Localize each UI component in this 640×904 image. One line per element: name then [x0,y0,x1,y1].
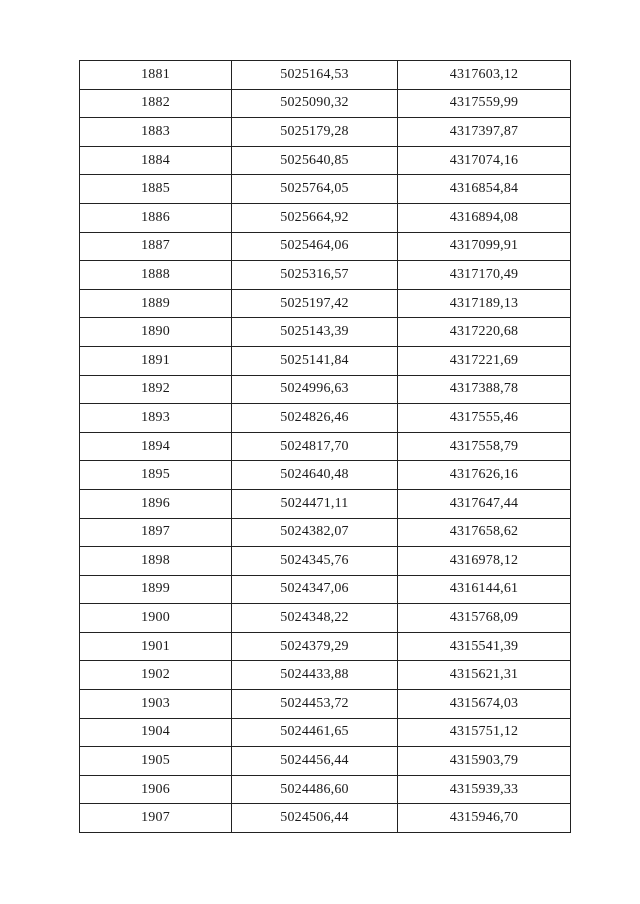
y-coordinate-cell: 4315621,31 [398,661,571,690]
table-row [80,604,571,633]
point-number-cell: 1886 [80,203,232,232]
y-coordinate-cell: 4317626,16 [398,461,571,490]
table-row [80,118,571,147]
x-coordinate-cell: 5025141,84 [232,346,398,375]
table-row [80,203,571,232]
y-coordinate-cell: 4317189,13 [398,289,571,318]
x-coordinate-cell: 5025164,53 [232,61,398,90]
x-coordinate-cell: 5024453,72 [232,690,398,719]
y-coordinate-cell: 4317388,78 [398,375,571,404]
x-coordinate-cell: 5024817,70 [232,432,398,461]
y-coordinate-cell: 4316144,61 [398,575,571,604]
x-coordinate-cell: 5025179,28 [232,118,398,147]
point-number-cell: 1900 [80,604,232,633]
x-coordinate-cell: 5024382,07 [232,518,398,547]
y-coordinate-cell: 4317074,16 [398,146,571,175]
x-coordinate-cell: 5024461,65 [232,718,398,747]
table-row [80,718,571,747]
y-coordinate-cell: 4316978,12 [398,547,571,576]
table-row [80,61,571,90]
table-row [80,632,571,661]
y-coordinate-cell: 4316894,08 [398,203,571,232]
y-coordinate-cell: 4315674,03 [398,690,571,719]
point-number-cell: 1895 [80,461,232,490]
point-number-cell: 1882 [80,89,232,118]
x-coordinate-cell: 5024506,44 [232,804,398,833]
table-row [80,661,571,690]
table-row [80,547,571,576]
point-number-cell: 1903 [80,690,232,719]
x-coordinate-cell: 5024640,48 [232,461,398,490]
y-coordinate-cell: 4317555,46 [398,404,571,433]
table-row [80,261,571,290]
table-row [80,232,571,261]
x-coordinate-cell: 5025464,06 [232,232,398,261]
x-coordinate-cell: 5024826,46 [232,404,398,433]
point-number-cell: 1905 [80,747,232,776]
point-number-cell: 1898 [80,547,232,576]
x-coordinate-cell: 5024996,63 [232,375,398,404]
y-coordinate-cell: 4315939,33 [398,775,571,804]
point-number-cell: 1887 [80,232,232,261]
point-number-cell: 1884 [80,146,232,175]
x-coordinate-cell: 5024433,88 [232,661,398,690]
coordinates-table-body [80,61,571,833]
table-row [80,146,571,175]
y-coordinate-cell: 4317658,62 [398,518,571,547]
point-number-cell: 1893 [80,404,232,433]
table-row [80,89,571,118]
table-row [80,461,571,490]
x-coordinate-cell: 5025664,92 [232,203,398,232]
point-number-cell: 1885 [80,175,232,204]
x-coordinate-cell: 5025143,39 [232,318,398,347]
y-coordinate-cell: 4315768,09 [398,604,571,633]
point-number-cell: 1888 [80,261,232,290]
y-coordinate-cell: 4315541,39 [398,632,571,661]
table-row [80,518,571,547]
table-row [80,289,571,318]
coordinates-table [79,60,571,833]
y-coordinate-cell: 4317603,12 [398,61,571,90]
x-coordinate-cell: 5025197,42 [232,289,398,318]
table-row [80,690,571,719]
table-row [80,775,571,804]
y-coordinate-cell: 4317647,44 [398,489,571,518]
x-coordinate-cell: 5025090,32 [232,89,398,118]
x-coordinate-cell: 5024379,29 [232,632,398,661]
y-coordinate-cell: 4315903,79 [398,747,571,776]
x-coordinate-cell: 5024486,60 [232,775,398,804]
point-number-cell: 1907 [80,804,232,833]
x-coordinate-cell: 5025316,57 [232,261,398,290]
y-coordinate-cell: 4317221,69 [398,346,571,375]
point-number-cell: 1902 [80,661,232,690]
point-number-cell: 1889 [80,289,232,318]
x-coordinate-cell: 5025764,05 [232,175,398,204]
y-coordinate-cell: 4317558,79 [398,432,571,461]
y-coordinate-cell: 4315946,70 [398,804,571,833]
point-number-cell: 1892 [80,375,232,404]
table-row [80,404,571,433]
x-coordinate-cell: 5024345,76 [232,547,398,576]
x-coordinate-cell: 5024456,44 [232,747,398,776]
point-number-cell: 1897 [80,518,232,547]
point-number-cell: 1904 [80,718,232,747]
point-number-cell: 1906 [80,775,232,804]
table-row [80,747,571,776]
point-number-cell: 1891 [80,346,232,375]
point-number-cell: 1894 [80,432,232,461]
x-coordinate-cell: 5024471,11 [232,489,398,518]
y-coordinate-cell: 4315751,12 [398,718,571,747]
table-row [80,804,571,833]
y-coordinate-cell: 4316854,84 [398,175,571,204]
x-coordinate-cell: 5024347,06 [232,575,398,604]
y-coordinate-cell: 4317559,99 [398,89,571,118]
point-number-cell: 1881 [80,61,232,90]
x-coordinate-cell: 5024348,22 [232,604,398,633]
table-row [80,432,571,461]
point-number-cell: 1896 [80,489,232,518]
table-row [80,575,571,604]
point-number-cell: 1899 [80,575,232,604]
y-coordinate-cell: 4317397,87 [398,118,571,147]
x-coordinate-cell: 5025640,85 [232,146,398,175]
table-row [80,489,571,518]
table-row [80,375,571,404]
point-number-cell: 1890 [80,318,232,347]
y-coordinate-cell: 4317170,49 [398,261,571,290]
table-row [80,175,571,204]
table-row [80,318,571,347]
point-number-cell: 1901 [80,632,232,661]
table-row [80,346,571,375]
y-coordinate-cell: 4317220,68 [398,318,571,347]
y-coordinate-cell: 4317099,91 [398,232,571,261]
point-number-cell: 1883 [80,118,232,147]
